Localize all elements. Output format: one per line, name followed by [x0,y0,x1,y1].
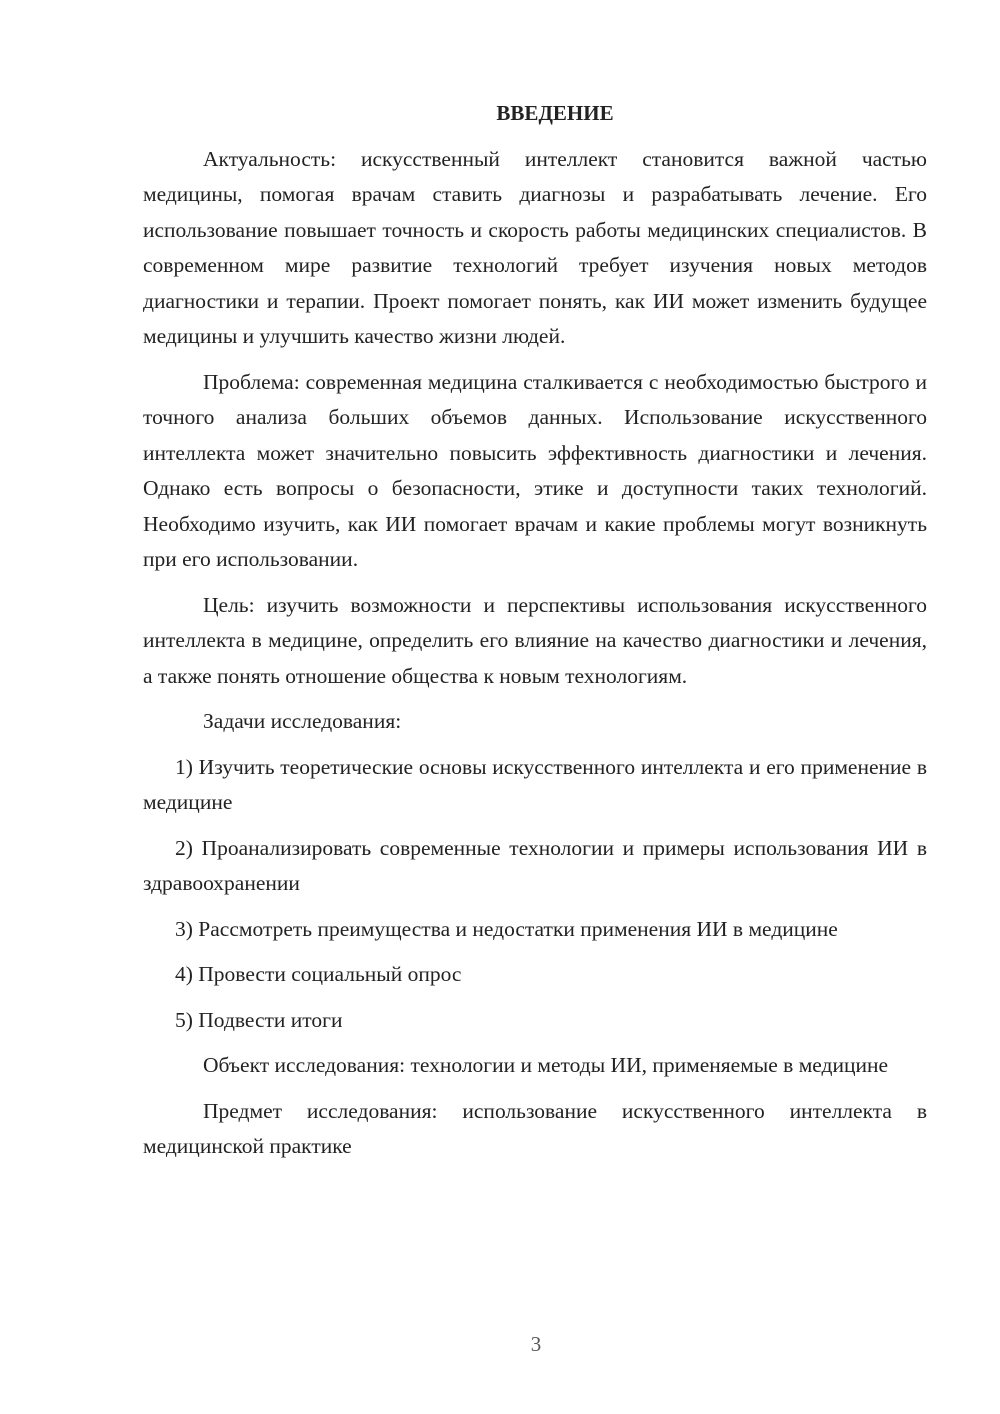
relevance-paragraph: Актуальность: искусственный интеллект становится важной частью медицины, помогая врачам ставить диагнозы и разрабатывать лечение. Его использование повышает точность и скорость работы медицинских специалистов. В современном мире развитие технологий требует изучения новых методов диагностики и терапии. Проект помогает понять, как ИИ может изменить будущее медицины и улучшить качество жизни людей. [143,146,927,348]
page-number: 3 [530,1332,542,1356]
task-item-1: 1) Изучить теоретические основы искусственного интеллекта и его применение в медицине [143,754,927,814]
page-title: ВВЕДЕНИЕ [496,101,614,125]
object-paragraph: Объект исследования: технологии и методы ИИ, применяемые в медицине [203,1053,889,1077]
tasks-heading: Задачи исследования: [203,709,402,733]
goal-paragraph: Цель: изучить возможности и перспективы использования искусственного интеллекта в медицине, определить его влияние на качество диагностики и лечения, а также понять отношение общества к новым технологиям. [143,592,927,688]
task-item-2: 2) Проанализировать современные технологии и примеры использования ИИ в здравоохранении [143,835,927,895]
problem-paragraph: Проблема: современная медицина сталкивается с необходимостью быстрого и точного анализа больших объемов данных. Использование искусственного интеллекта может значительно повысить эффективность диагностики и лечения. Однако есть вопросы о безопасности, этике и доступности таких технологий. Необходимо изучить, как ИИ помогает врачам и какие проблемы могут возникнуть при его использовании. [143,369,927,571]
task-item-4: 4) Провести социальный опрос [175,962,462,986]
task-item-3: 3) Рассмотреть преимущества и недостатки применения ИИ в медицине [175,916,838,941]
document-page [143,96,927,1175]
subject-paragraph: Предмет исследования: использование искусственного интеллекта в медицинской практике [143,1098,927,1158]
task-item-5: 5) Подвести итоги [175,1007,343,1032]
